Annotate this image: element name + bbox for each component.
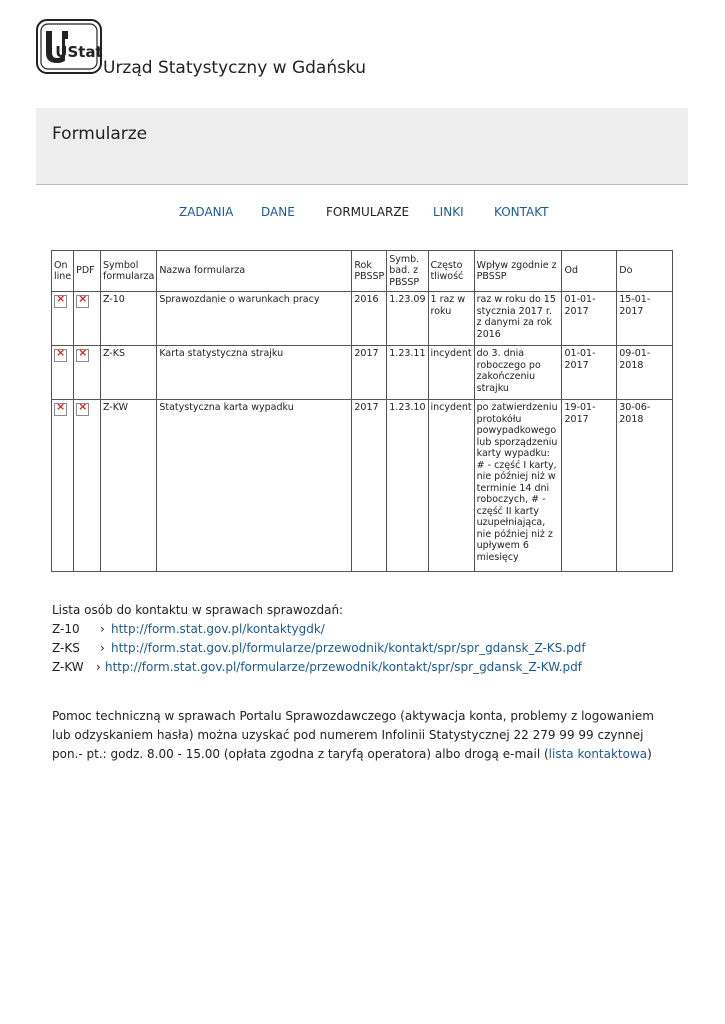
contact-list-link[interactable]: lista kontaktowa (548, 747, 648, 761)
cell-from: 01-01-2017 (562, 292, 617, 346)
col-header-name: Nazwa formularza (157, 251, 352, 292)
cell-year: 2017 (352, 400, 387, 572)
col-header-to: Do (617, 251, 673, 292)
pdf-icon[interactable] (76, 295, 89, 308)
col-header-from: Od (562, 251, 617, 292)
cell-to: 30-06-2018 (617, 400, 673, 572)
cell-symbad: 1.23.09 (387, 292, 428, 346)
cell-from: 19-01-2017 (562, 400, 617, 572)
table-row (52, 346, 673, 400)
cell-to: 09-01-2018 (617, 346, 673, 400)
cell-name: Statystyczna karta wypadku (157, 400, 352, 572)
nav-item-linki[interactable]: LINKI (433, 205, 464, 219)
cell-effect: po zatwierdzeniu protokółu powypadkowego lub sporządzeniu karty wypadku: # - część I karty, nie później niż w terminie 14 dni roboczych, # - część II karty uzupełniająca, nie później niż z upływem 6 miesięcy (474, 400, 562, 572)
cell-from: 01-01-2017 (562, 346, 617, 400)
nav-item-kontakt[interactable]: KONTAKT (494, 205, 549, 219)
ustat-logo-graphic (36, 19, 102, 74)
cell-symbol: Z-10 (100, 292, 156, 346)
nav-item-formularze[interactable]: FORMULARZE (326, 205, 410, 219)
col-header-pdf: PDF (74, 251, 101, 292)
forms-table (51, 250, 673, 572)
cell-effect: do 3. dnia roboczego po zakończeniu strajku (474, 346, 562, 400)
table-header-row (52, 251, 673, 292)
contact-section (52, 603, 586, 679)
col-header-online: On line (52, 251, 74, 292)
table-row (52, 400, 673, 572)
cell-symbol: Z-KW (100, 400, 156, 572)
cell-to: 15-01-2017 (617, 292, 673, 346)
contact-code: Z-KW (52, 660, 84, 674)
chevron-right-icon: › (100, 641, 105, 655)
title-band (36, 108, 688, 185)
col-header-freq: Często tliwość (428, 251, 474, 292)
chevron-right-icon: › (96, 660, 101, 674)
cell-name: Karta statystyczna strajku (157, 346, 352, 400)
help-paragraph (52, 707, 674, 764)
logo-text: UStat (55, 43, 102, 61)
nav-item-zadania[interactable]: ZADANIA (179, 205, 234, 219)
cell-symbad: 1.23.11 (387, 346, 428, 400)
contact-link[interactable]: http://form.stat.gov.pl/formularze/przewodnik/kontakt/spr/spr_gdansk_Z-KS.pdf (111, 641, 586, 655)
cell-year: 2016 (352, 292, 387, 346)
col-header-year: Rok PBSSP (352, 251, 387, 292)
page-title: Formularze (52, 124, 148, 144)
contact-code: Z-10 (52, 622, 80, 636)
org-name: Urząd Statystyczny w Gdańsku (103, 58, 367, 78)
cell-effect: raz w roku do 15 stycznia 2017 r. z danymi za rok 2016 (474, 292, 562, 346)
contact-heading: Lista osób do kontaktu w sprawach sprawozdań: (52, 603, 344, 617)
online-form-icon[interactable] (54, 403, 67, 416)
cell-freq: incydent (428, 400, 474, 572)
col-header-effect: Wpływ zgodnie z PBSSP (474, 251, 562, 292)
online-form-icon[interactable] (54, 349, 67, 362)
ustat-logo (36, 19, 102, 74)
cell-symbol: Z-KS (100, 346, 156, 400)
pdf-icon[interactable] (76, 403, 89, 416)
pdf-icon[interactable] (76, 349, 89, 362)
contact-item (52, 641, 586, 660)
cell-freq: 1 raz w roku (428, 292, 474, 346)
main-nav (0, 205, 725, 221)
cell-symbad: 1.23.10 (387, 400, 428, 572)
contact-link[interactable]: http://form.stat.gov.pl/kontaktygdk/ (111, 622, 325, 636)
cell-freq: incydent (428, 346, 474, 400)
cell-name: Sprawozdanie o warunkach pracy (157, 292, 352, 346)
help-text: Pomoc techniczną w sprawach Portalu Sprawozdawczego (aktywacja konta, problemy z logowaniem lub odzyskaniem hasła) można uzyskać pod numerem Infolinii Statystycznej 22 279 99 99 czynnej pon.- pt.: godz. 8.00 - 15.00 (opłata zgodna z taryfą operatora) albo drogą e-mail ( (52, 709, 654, 761)
nav-item-dane[interactable]: DANE (261, 205, 295, 219)
online-form-icon[interactable] (54, 295, 67, 308)
help-text-end: ) (647, 747, 652, 761)
contact-code: Z-KS (52, 641, 80, 655)
contact-item (52, 660, 582, 679)
cell-year: 2017 (352, 346, 387, 400)
col-header-symbad: Symb. bad. z PBSSP (387, 251, 428, 292)
contact-link[interactable]: http://form.stat.gov.pl/formularze/przewodnik/kontakt/spr/spr_gdansk_Z-KW.pdf (105, 660, 582, 674)
table-row (52, 292, 673, 346)
col-header-symbol: Symbol formularza (100, 251, 156, 292)
chevron-right-icon: › (100, 622, 105, 636)
contact-item (52, 622, 343, 641)
